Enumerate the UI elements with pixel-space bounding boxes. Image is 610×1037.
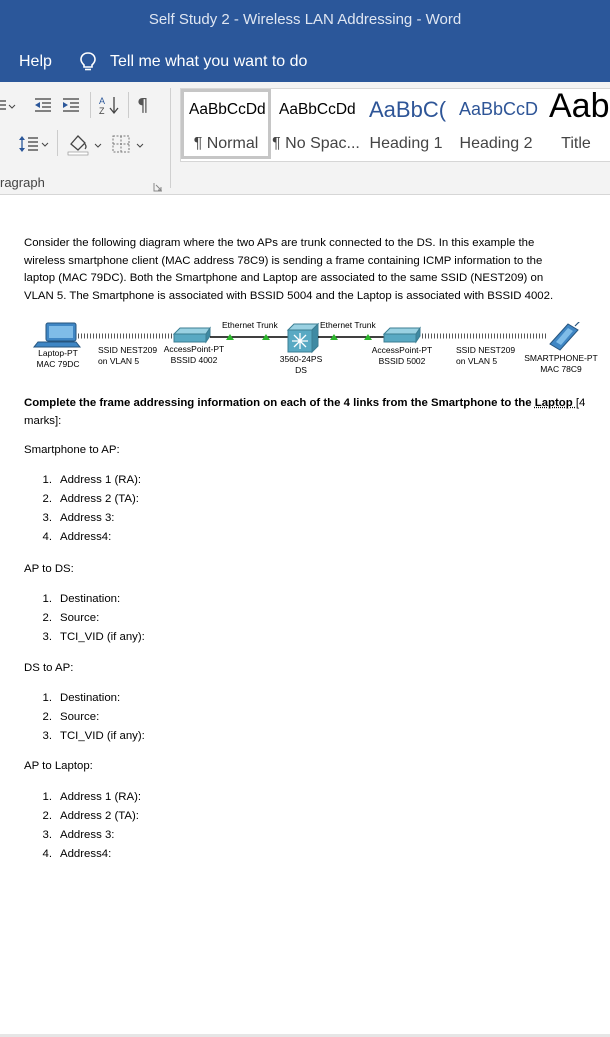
phone-name: SMARTPHONE-PT — [524, 353, 598, 363]
ap-right-name: AccessPoint-PT — [371, 345, 433, 355]
line-spacing-icon[interactable] — [18, 134, 50, 158]
style-name: Heading 1 — [369, 135, 443, 152]
switch-role: DS — [295, 365, 307, 375]
style-preview: AaBbC( — [369, 97, 447, 122]
task-link-laptop[interactable]: Laptop — [534, 397, 576, 409]
trunk-label-left: Ethernet Trunk — [222, 322, 278, 330]
section-heading: AP to Laptop: — [24, 760, 93, 772]
task-line-1 — [24, 395, 584, 413]
decrease-indent-icon[interactable] — [33, 97, 53, 117]
task-marks: [4 — [575, 397, 586, 409]
increase-indent-icon[interactable] — [61, 97, 81, 117]
laptop-name: Laptop-PT — [38, 348, 78, 358]
lightbulb-icon[interactable] — [79, 51, 97, 78]
ribbon-divider — [90, 92, 91, 118]
section-heading: AP to DS: — [24, 563, 74, 575]
style-preview: Aab — [549, 89, 610, 125]
ap-left-name: AccessPoint-PT — [163, 344, 225, 354]
style-normal[interactable] — [181, 89, 271, 159]
dialog-launcher-icon[interactable] — [153, 177, 163, 196]
style-name: ¶ Normal — [193, 135, 259, 152]
ssid-left-line2: on VLAN 5 — [98, 356, 140, 366]
section-heading: DS to AP: — [24, 662, 74, 674]
intro-paragraph: Consider the following diagram where the two APs are trunk connected to the DS. In this example the wireless smartphone client (MAC address 78C9) is sending a frame containing ICMP information to the laptop (MAC 79DC). Both the Smartphone and Laptop are associated to the same SSID (NEST209) on VLAN 5. The Smartphone is associated with BSSID 5004 and the Laptop is associated with BSSID 4002. — [24, 237, 554, 302]
ssid-right-line1: SSID NEST209 — [456, 345, 516, 355]
smartphone-icon — [550, 322, 580, 350]
shading-icon[interactable] — [66, 132, 106, 160]
svg-text:A: A — [99, 96, 106, 106]
borders-icon[interactable] — [110, 132, 150, 160]
network-diagram — [30, 322, 600, 382]
trunk-label-right: Ethernet Trunk — [320, 322, 376, 330]
ap-left-bssid: BSSID 4002 — [170, 355, 218, 365]
ribbon — [0, 82, 610, 195]
help-menu[interactable]: Help — [19, 53, 52, 70]
styles-gallery — [180, 88, 610, 162]
ssid-left-line1: SSID NEST209 — [98, 345, 158, 355]
style-name: ¶ No Spac... — [272, 135, 360, 152]
task-line-2: marks]: — [24, 415, 62, 427]
multilevel-list-icon[interactable] — [0, 97, 16, 117]
style-heading-2[interactable] — [451, 89, 541, 159]
ribbon-group-divider — [170, 88, 171, 188]
svg-text:Z: Z — [99, 106, 105, 115]
laptop-mac: MAC 79DC — [36, 359, 80, 369]
title-bar — [0, 0, 610, 42]
access-point-right-icon — [384, 328, 420, 342]
show-formatting-icon[interactable]: ¶ — [137, 95, 149, 116]
paragraph-group-label: ragraph — [0, 175, 45, 190]
sort-icon[interactable] — [99, 95, 121, 119]
task-text: Complete the frame addressing information on each of the 4 links from the Smartphone to the — [24, 397, 535, 409]
style-preview: AaBbCcDd — [189, 101, 266, 118]
style-preview: AaBbCcDd — [279, 101, 356, 118]
style-name: Title — [561, 135, 591, 152]
style-title[interactable] — [541, 89, 610, 159]
ribbon-divider — [57, 130, 58, 156]
switch-icon — [288, 324, 318, 352]
style-preview: AaBbCcD — [459, 99, 539, 119]
switch-name: 3560-24PS — [279, 354, 323, 364]
ribbon-divider — [128, 92, 129, 118]
laptop-icon — [34, 323, 80, 347]
section-heading: Smartphone to AP: — [24, 444, 120, 456]
menu-bar — [0, 42, 610, 82]
window-title: Self Study 2 - Wireless LAN Addressing - Word — [148, 11, 462, 28]
document-page[interactable]: Consider the following diagram where the two APs are trunk connected to the DS. In this example the wireless smartphone client (MAC address 78C9) is sending a frame containing ICMP information to the laptop (MAC 79DC). Both the Smartphone and Laptop are associated to the same SSID (NEST209) on VLAN 5. The Smartphone is associated with BSSID 5004 and the Laptop is associated with BSSID 4002. Ethernet Trunk Ethernet Trunk Laptop-PT MAC 79DC SSID NEST209 on VLAN 5 AccessPoint-PT BSSID 4002 3560-24PS DS AccessPoint-PT BSSID 5002 SSID NEST209 on VLAN 5 SMARTPHONE-PT MAC 78C9 Complete the frame addressing information on each of the 4 links from the Smartphone to the Laptop [4 marks]: Smartphone to AP: 1. Address 1 (RA): 2. Address 2 (TA): 3. Address 3: 4. Address4: AP to DS: 1. Destination: 2. Source: 3. TCI_VID (if any): DS to AP: 1. Destination: 2. Source: 3. TCI_VID (if any): AP to Laptop: 1. Address 1 (RA): 2. Address 2 (TA): 3. Address 3: 4. Address4: — [0, 195, 610, 1035]
tell-me-search[interactable]: Tell me what you want to do — [110, 53, 308, 70]
access-point-left-icon — [174, 328, 210, 342]
style-no-spacing[interactable] — [271, 89, 361, 159]
ap-right-bssid: BSSID 5002 — [378, 356, 426, 366]
ssid-right-line2: on VLAN 5 — [456, 356, 498, 366]
phone-mac: MAC 78C9 — [540, 364, 582, 374]
style-heading-1[interactable] — [361, 89, 451, 159]
style-name: Heading 2 — [459, 135, 533, 152]
